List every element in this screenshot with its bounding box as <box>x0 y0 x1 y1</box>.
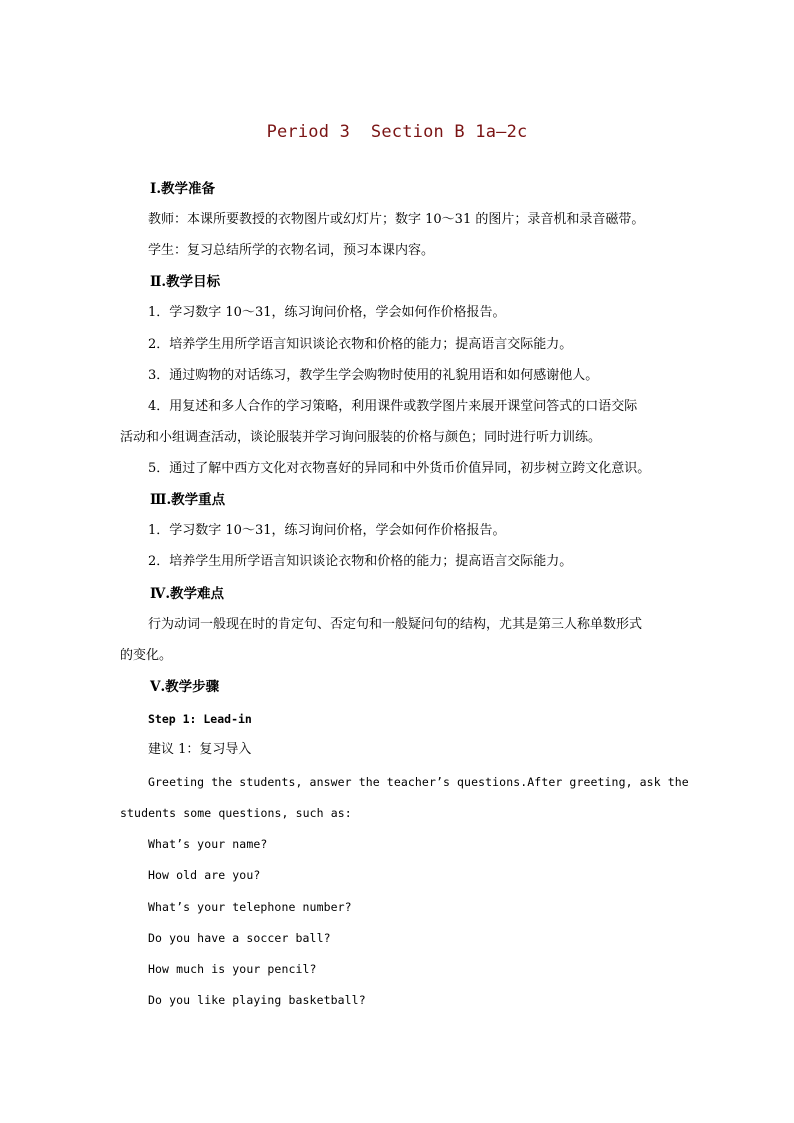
suggestion-1: 建议 1：复习导入 <box>148 742 252 757</box>
question-item: Do you have a soccer ball? <box>148 931 331 945</box>
step-1-heading: Step 1: Lead-in <box>148 712 252 726</box>
section-4-text-line-2: 的变化。 <box>120 648 173 663</box>
document-title: Period 3 Section B 1a—2c <box>266 122 528 142</box>
section-2-item-1: 1．学习数字 10～31，练习询问价格，学会如何作价格报告。 <box>148 305 506 320</box>
question-item: Do you like playing basketball? <box>148 993 366 1007</box>
greeting-paragraph-line-2: students some questions, such as: <box>120 806 352 820</box>
section-3-heading: Ⅲ.教学重点 <box>150 492 226 508</box>
section-3-item-1: 1．学习数字 10～31，练习询问价格，学会如何作价格报告。 <box>148 523 506 538</box>
question-item: What’s your telephone number? <box>148 900 352 914</box>
section-2-item-4-line-1: 4．用复述和多人合作的学习策略，利用课件或教学图片来展开课堂问答式的口语交际 <box>148 399 638 414</box>
section-1-teacher-line: 教师：本课所要教授的衣物图片或幻灯片；数字 10～31 的图片；录音机和录音磁带。 <box>148 212 645 227</box>
question-item: What’s your name? <box>148 837 268 851</box>
section-2-item-5: 5．通过了解中西方文化对衣物喜好的异同和中外货币价值异同，初步树立跨文化意识。 <box>148 461 651 476</box>
greeting-paragraph-line-1: Greeting the students, answer the teacher’s questions.After greeting, ask the <box>148 775 689 789</box>
section-1-heading: Ⅰ.教学准备 <box>150 181 216 197</box>
section-2-heading: Ⅱ.教学目标 <box>150 274 221 290</box>
section-4-heading: Ⅳ.教学难点 <box>150 586 225 602</box>
section-4-text-line-1: 行为动词一般现在时的肯定句、否定句和一般疑问句的结构，尤其是第三人称单数形式 <box>148 617 643 632</box>
section-5-heading: Ⅴ.教学步骤 <box>150 679 220 695</box>
section-1-student-line: 学生：复习总结所学的衣物名词，预习本课内容。 <box>148 243 435 258</box>
section-2-item-2: 2．培养学生用所学语言知识谈论衣物和价格的能力；提高语言交际能力。 <box>148 337 573 352</box>
section-3-item-2: 2．培养学生用所学语言知识谈论衣物和价格的能力；提高语言交际能力。 <box>148 554 573 569</box>
section-2-item-4-line-2: 活动和小组调查活动，谈论服装并学习询问服装的价格与颜色；同时进行听力训练。 <box>120 430 602 445</box>
question-item: How old are you? <box>148 868 261 882</box>
section-2-item-3: 3．通过购物的对话练习，教学生学会购物时使用的礼貌用语和如何感谢他人。 <box>148 368 599 383</box>
question-item: How much is your pencil? <box>148 962 317 976</box>
